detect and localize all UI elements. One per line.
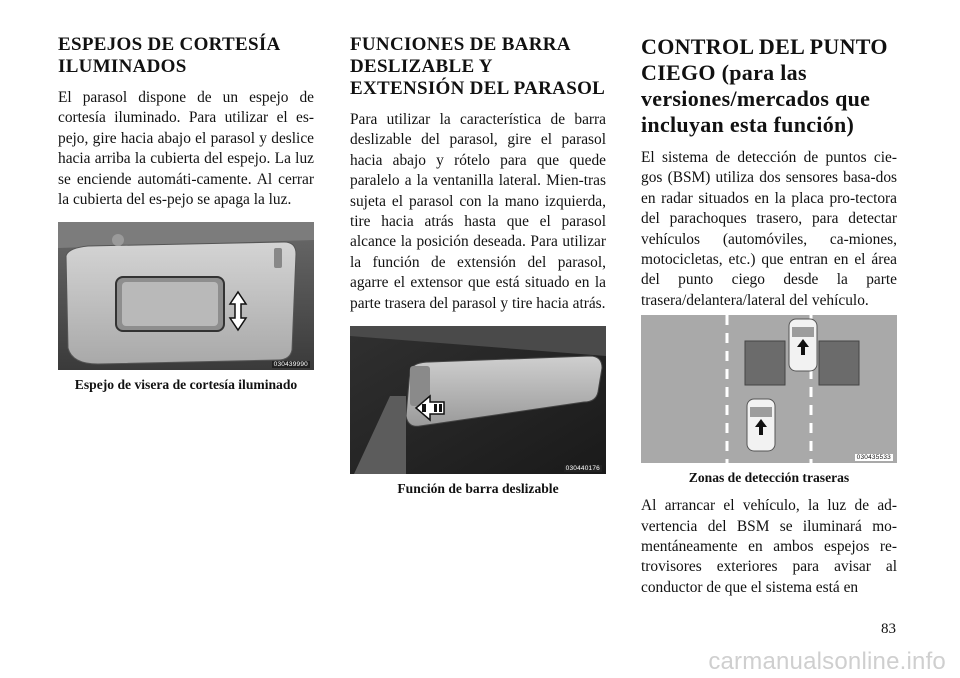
page-number: 83 xyxy=(881,621,896,637)
figure-caption: Función de barra deslizable xyxy=(397,481,559,497)
figure-caption: Zonas de detección traseras xyxy=(688,470,850,486)
section-body-mirrors: El parasol dispone de un espejo de cortesía iluminado. Para utilizar el es-pejo, gire hacia abajo el parasol y deslice hacia arriba la cubierta del espejo. La luz se enciende automáti-camente. Al cerrar la cubierta del es-pejo se apaga la luz. xyxy=(58,89,314,209)
column-slide xyxy=(350,34,606,497)
section-body-slide: Para utilizar la característica de barra deslizable del parasol, gire el parasol hacia abajo y rótelo para que quede paralelo a la ventanilla lateral. Mien-tras sujeta el parasol con la mano izquierda, tire hacia atrás hasta que el parasol alcance la posición deseada. Para utilizar la función de extensión del parasol, agarre el extensor que está situado en la parte trasera del parasol y tire hacia atrás. xyxy=(350,111,606,312)
detection-zones-illustration xyxy=(641,315,897,463)
column-blind-spot xyxy=(641,34,897,598)
section-title-mirrors: ESPEJOS DE CORTESÍA ILUMINADOS xyxy=(58,34,280,77)
section-body-blind-spot: El sistema de detección de puntos cie-gos (BSM) utiliza dos sensores basa-dos en radar situados en la placa pro-tectora del parachoques trasero, para detectar vehículos (automóviles, ca-miones, motocicletas, etc.) que entran en el área del punto ciego desde la parte trasera/delantera/lateral del vehículo. xyxy=(641,149,897,309)
figure-vanity-mirror xyxy=(58,222,314,370)
figure-code: 030440176 xyxy=(565,465,600,473)
figure-code: 030439990 xyxy=(273,361,308,369)
figure-code: 030435533 xyxy=(856,454,891,462)
section-title-slide: FUNCIONES DE BARRA DESLIZABLE Y EXTENSIÓN DEL PARASOL xyxy=(350,34,606,99)
vanity-mirror-illustration xyxy=(58,222,314,370)
section-body-blind-spot-continued: Al arrancar el vehículo, la luz de ad-vertencia del BSM se iluminará mo-mentáneamente en ambos espejos re-trovisores exteriores para avisar al conductor de que el sistema está en xyxy=(641,497,897,596)
figure-caption: Espejo de visera de cortesía iluminado xyxy=(74,377,298,393)
watermark: carmanualsonline.info xyxy=(708,648,946,675)
figure-slide-visor xyxy=(350,326,606,474)
slide-visor-illustration xyxy=(350,326,606,474)
figure-detection-zones xyxy=(641,315,897,463)
section-title-blind-spot: CONTROL DEL PUNTO CIEGO (para las versiones/mercados que incluyan esta función) xyxy=(641,34,888,137)
column-mirrors xyxy=(58,34,314,393)
